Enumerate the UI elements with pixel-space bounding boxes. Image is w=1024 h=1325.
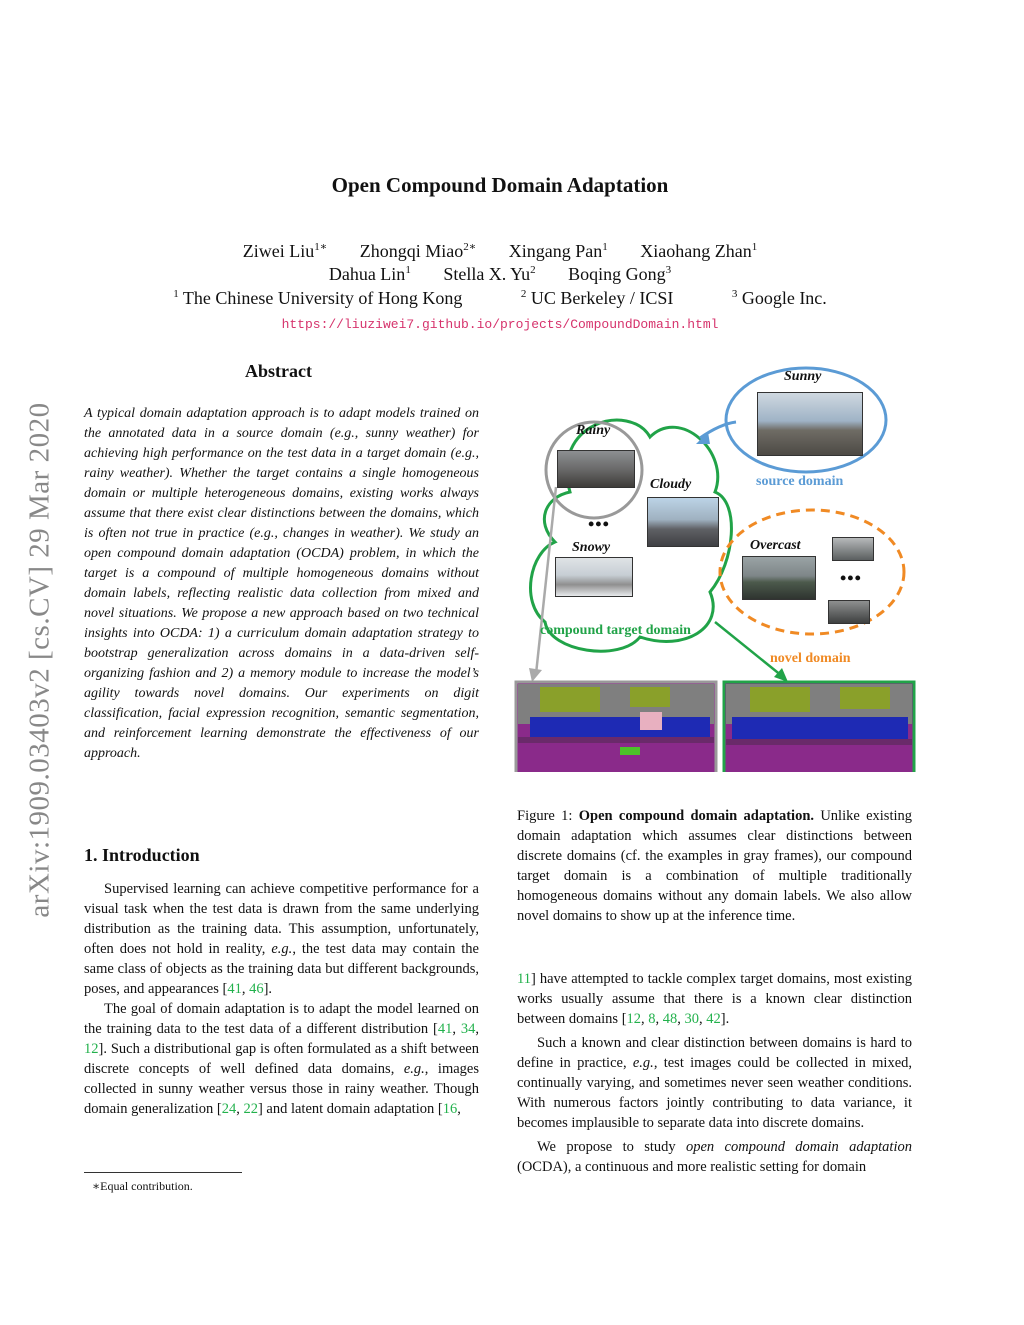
snowy-label: Snowy (572, 540, 611, 555)
figure-1 (510, 352, 920, 772)
overcast-image (742, 556, 816, 600)
target-ellipsis: ••• (588, 514, 610, 534)
green-arrow (715, 622, 782, 676)
abstract-heading: Abstract (245, 361, 312, 381)
affiliation: $^2$ UC Berkeley / ICSI (520, 288, 674, 308)
figure-caption: Figure 1: Open compound domain adaptation. Unlike existing domain adaptation which assumes clear distinctions between discrete domains (cf. the examples in gray frames), our compound target domain is a combination of multiple traditionally homogeneous domains without any domain labels. We also allow novel domains to show up at the inference time. (517, 808, 912, 924)
citation-link[interactable]: 48 (662, 1011, 678, 1027)
author: Xingang Pan$^1$ (508, 241, 608, 261)
citation-link[interactable]: 24 (221, 1101, 237, 1117)
intro-paragraph-1: Supervised learning can achieve competitive performance for a visual task when the test data is drawn from the same underlying distribution as the training data. This assumption, unfortunately, often does not hold in reality, e.g., the test data may contain the same class of objects as the training data but different backgrounds, poses, and appearances [41, 46]. (84, 881, 479, 997)
abstract-text: A typical domain adaptation approach is to adapt models trained on the annotated data in a source domain (e.g., sunny weather) for achieving high performance on the test data in a target domain (e.g., rainy weather). Whether the target contains a single homogeneous domain or multiple heterogeneous domains, existing works always assume that there exist clear distinctions between the domains, which is often not true in practice (e.g., changes in weather). We study an open compound domain adaptation (OCDA) problem, in which the target is a compound of multiple homogeneous domains without domain labels, reflecting realistic data collection from mixed and novel situations. We propose a new approach based on two technical insights into OCDA: 1) a curriculum domain adaptation strategy to bootstrap generalization across domains in a data-driven self-organizing fashion and 2) a memory module to increase the model’s agility towards novel domains. Our experiments on digit classification, facial expression recognition, semantic segmentation, and reinforcement learning demonstrate the effectiveness of our approach. (84, 406, 479, 761)
overcast-label: Overcast (750, 538, 801, 553)
footnote: ∗Equal contribution. (92, 1179, 193, 1193)
citation-link[interactable]: 34 (460, 1021, 476, 1037)
novel-image-2 (828, 600, 870, 624)
author: Boqing Gong$^3$ (568, 264, 672, 284)
snowy-image (555, 557, 633, 597)
arxiv-stamp (10, 350, 70, 970)
citation-link[interactable]: 42 (706, 1011, 721, 1027)
citation-link[interactable]: 41 (227, 981, 242, 997)
citation-link[interactable]: 16 (442, 1101, 458, 1117)
affiliations (0, 288, 1000, 309)
intro-paragraph-2: The goal of domain adaptation is to adapt the model learned on the training data to the test data of a different distribution [41, 34, 12]. Such a distributional gap is often formulated as a shift between discrete concepts of well defined data domains, e.g., images collected in sunny weather versus those in rainy weather. Though domain generalization [24, 22] and latent domain adaptation [16, (84, 1001, 479, 1117)
intro-body (84, 879, 479, 1119)
paper-title: Open Compound Domain Adaptation (331, 173, 669, 197)
citation-link[interactable]: 30 (684, 1011, 700, 1027)
novel-domain-label: novel domain (770, 651, 851, 666)
author: Ziwei Liu$^{1∗}$ (242, 241, 328, 261)
citation-link[interactable]: 22 (243, 1101, 258, 1117)
affiliation: $^3$ Google Inc. (731, 288, 827, 308)
source-domain-label: source domain (756, 474, 844, 489)
novel-ellipsis: ••• (840, 568, 862, 588)
affiliation: $^1$ The Chinese University of Hong Kong (173, 288, 463, 308)
sunny-image (757, 392, 863, 456)
sunny-label: Sunny (784, 369, 822, 384)
author: Stella X. Yu$^2$ (443, 264, 536, 284)
compound-target-domain-label: compound target domain (540, 623, 691, 638)
citation-link[interactable]: 46 (249, 981, 264, 997)
novel-image-1 (832, 537, 874, 561)
arxiv-stamp-text: arXiv:1909.03403v2 [cs.CV] 29 Mar 2020 (23, 402, 56, 918)
citation-link[interactable]: 11 (517, 971, 531, 987)
footnote-rule (84, 1172, 242, 1173)
right-column-body (517, 969, 912, 1177)
cloudy-image (647, 497, 719, 547)
citation-link[interactable]: 8 (648, 1011, 656, 1027)
right-paragraph-3: We propose to study open compound domain adaptation (OCDA), a continuous and more realistic setting for domain (517, 1139, 912, 1175)
author: Zhongqi Miao$^{2∗}$ (359, 241, 477, 261)
gray-arrow-head (529, 668, 542, 682)
segmentation-map-gray (516, 682, 716, 772)
project-url[interactable]: https://liuziwei7.github.io/projects/CompoundDomain.html (281, 317, 719, 332)
rainy-label: Rainy (576, 423, 611, 438)
right-paragraph-2: Such a known and clear distinction between domains is hard to define in practice, e.g., test images could be collected in mixed, continually varying, and sometimes never seen weather conditions. With numerous factors jointly contributing to data variance, it becomes implausible to separate data into discrete domains. (517, 1035, 912, 1131)
rainy-image (557, 450, 635, 488)
segmentation-map-green (724, 682, 914, 772)
citation-link[interactable]: 12 (626, 1011, 642, 1027)
author: Xiaohang Zhan$^1$ (640, 241, 758, 261)
citation-link[interactable]: 41 (437, 1021, 453, 1037)
authors-line-2 (0, 264, 1000, 285)
author: Dahua Lin$^1$ (328, 264, 411, 284)
intro-heading: 1. Introduction (84, 845, 200, 865)
right-paragraph-1: 11] have attempted to tackle complex target domains, most existing works usually assume that there is a known clear distinction between domains [12, 8, 48, 30, 42]. (517, 971, 912, 1027)
cloudy-label: Cloudy (650, 477, 692, 492)
authors-line-1 (0, 240, 1000, 262)
citation-link[interactable]: 12 (84, 1041, 99, 1057)
